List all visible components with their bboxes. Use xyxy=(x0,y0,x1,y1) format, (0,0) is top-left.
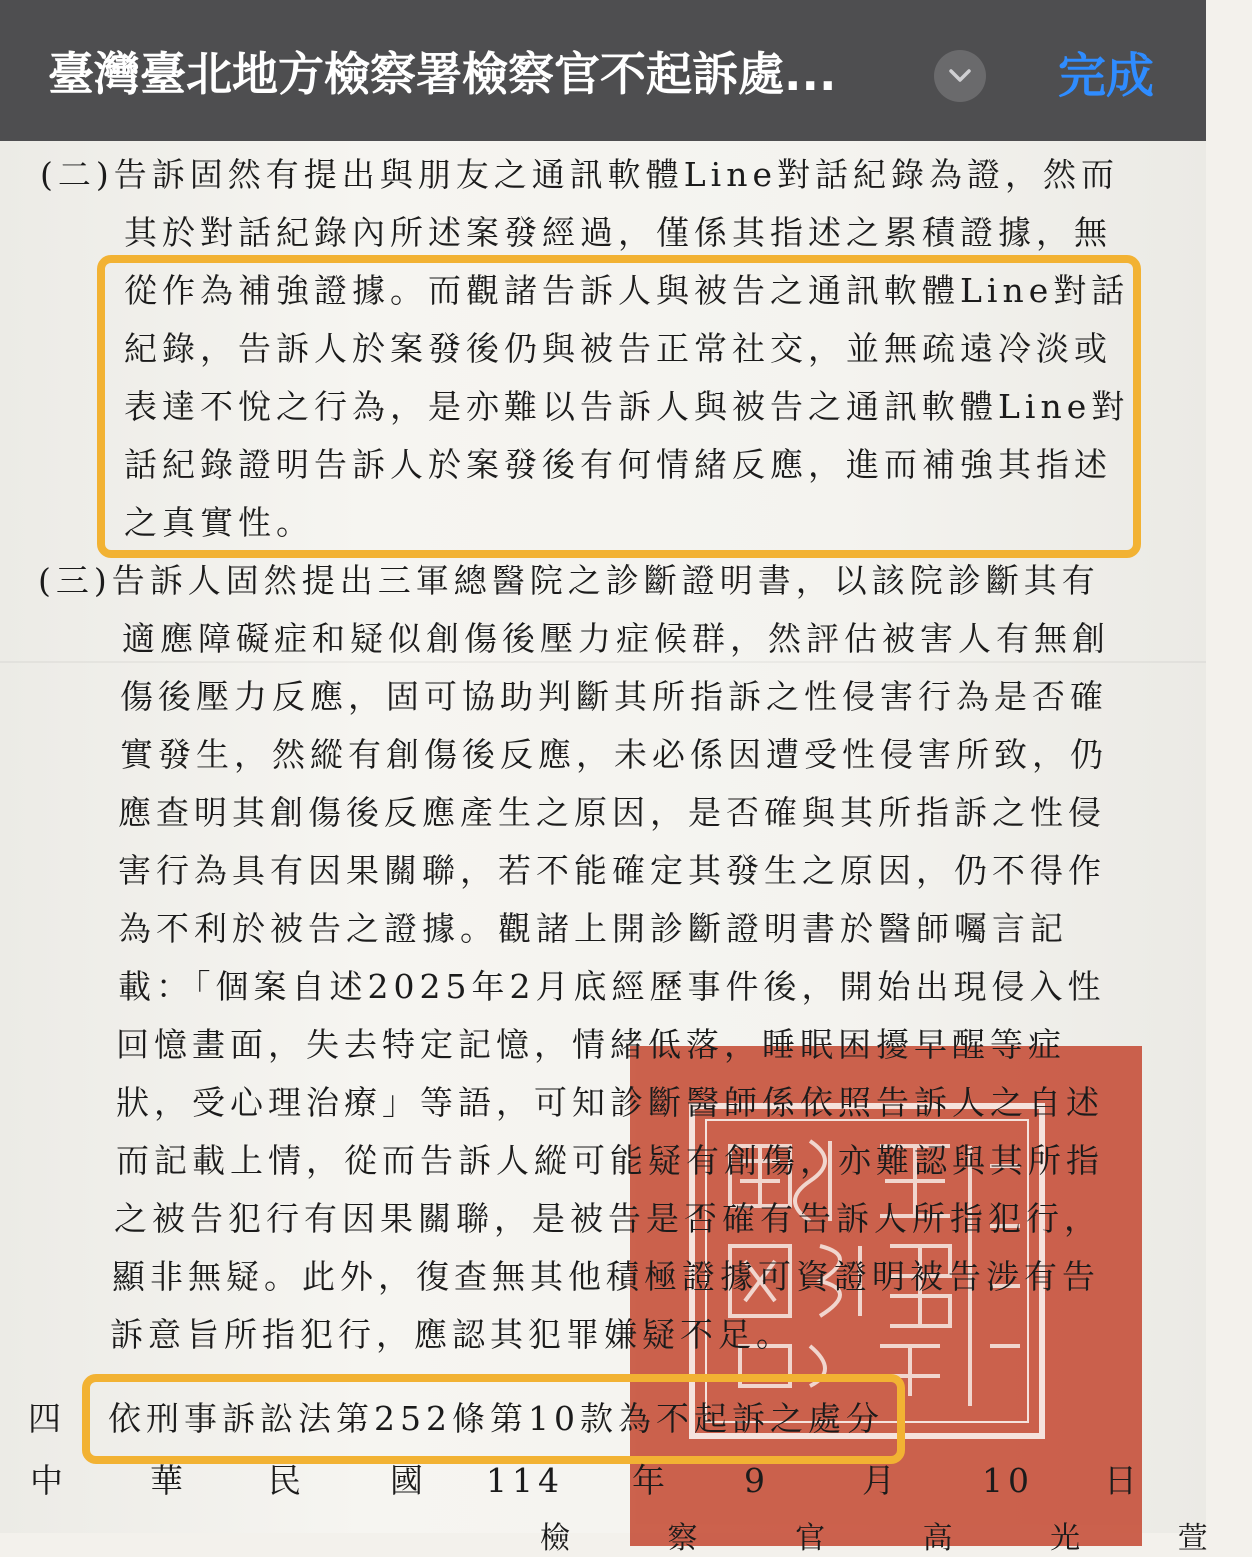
text-line: 傷後壓力反應，固可協助判斷其所指訴之性侵害行為是否確 xyxy=(120,677,1108,716)
text-line: 依刑事訴訟法第252條第10款為不起訴之處分 xyxy=(108,1399,884,1438)
text-line: 其於對話紀錄內所述案發經過，僅係其指述之累積證據，無 xyxy=(124,213,1112,252)
text-line: 之被告犯行有因果關聯，是被告是否確有告訴人所指犯行， xyxy=(114,1199,1102,1238)
text-line: 之真實性。 xyxy=(124,503,314,542)
text-line: 顯非無疑。此外，復查無其他積極證據可資證明被告涉有告 xyxy=(112,1257,1100,1296)
text-line: 話紀錄證明告訴人於案發後有何情緒反應，進而補強其指述 xyxy=(124,445,1112,484)
date-char: 中 xyxy=(30,1461,68,1500)
date-char: 華 xyxy=(150,1461,188,1500)
date-day: 10 xyxy=(982,1461,1034,1500)
title-dropdown-button[interactable] xyxy=(934,50,986,102)
text-line: 而記載上情，從而告訴人縱可能疑有創傷，亦難認與其所指 xyxy=(116,1141,1104,1180)
prosecutor-signature-line: 檢 察 官 高 光 萱 xyxy=(540,1521,1252,1556)
text-line: 適應障礙症和疑似創傷後壓力症候群，然評估被害人有無創 xyxy=(122,619,1110,658)
text-line: 回憶畫面，失去特定記憶，情緒低落，睡眠困擾早醒等症 xyxy=(116,1025,1066,1064)
document-title: 臺灣臺北地方檢察署檢察官不起訴處... xyxy=(48,47,837,101)
text-line: 害行為具有因果關聯，若不能確定其發生之原因，仍不得作 xyxy=(118,851,1106,890)
text-line: 從作為補強證據。而觀諸告訴人與被告之通訊軟體Line對話 xyxy=(124,271,1130,310)
text-line: 表達不悅之行為，是亦難以告訴人與被告之通訊軟體Line對 xyxy=(124,387,1130,426)
text-line: 實發生，然縱有創傷後反應，未必係因遭受性侵害所致，仍 xyxy=(120,735,1108,774)
date-char: 年 xyxy=(632,1461,670,1500)
viewer-header xyxy=(0,0,1206,141)
text-line: 應查明其創傷後反應產生之原因，是否確與其所指訴之性侵 xyxy=(118,793,1106,832)
text-line: 為不利於被告之證據。觀諸上開診斷證明書於醫師囑言記 xyxy=(118,909,1068,948)
date-char: 日 xyxy=(1104,1461,1142,1500)
done-button[interactable]: 完成 xyxy=(1057,48,1154,104)
date-year: 114 xyxy=(486,1461,564,1500)
date-char: 民 xyxy=(268,1461,306,1500)
date-char: 月 xyxy=(862,1461,900,1500)
text-line: 狀，受心理治療」等語，可知診斷醫師係依照告訴人之自述 xyxy=(116,1083,1104,1122)
chevron-down-icon xyxy=(948,66,972,86)
paper-fold xyxy=(0,661,1206,663)
text-line: 訴意旨所指犯行，應認其犯罪嫌疑不足。 xyxy=(110,1315,794,1354)
section-number: 四 xyxy=(28,1399,66,1438)
text-line: (三)告訴人固然提出三軍總醫院之診斷證明書，以該院診斷其有 xyxy=(38,561,1100,600)
document-page xyxy=(0,141,1252,1556)
date-char: 國 xyxy=(390,1461,428,1500)
date-month: 9 xyxy=(744,1461,770,1500)
text-line: 載：「個案自述2025年2月底經歷事件後，開始出現侵入性 xyxy=(118,967,1106,1006)
text-line: (二)告訴固然有提出與朋友之通訊軟體Line對話紀錄為證，然而 xyxy=(40,155,1119,194)
text-line: 紀錄，告訴人於案發後仍與被告正常社交，並無疏遠冷淡或 xyxy=(124,329,1112,368)
